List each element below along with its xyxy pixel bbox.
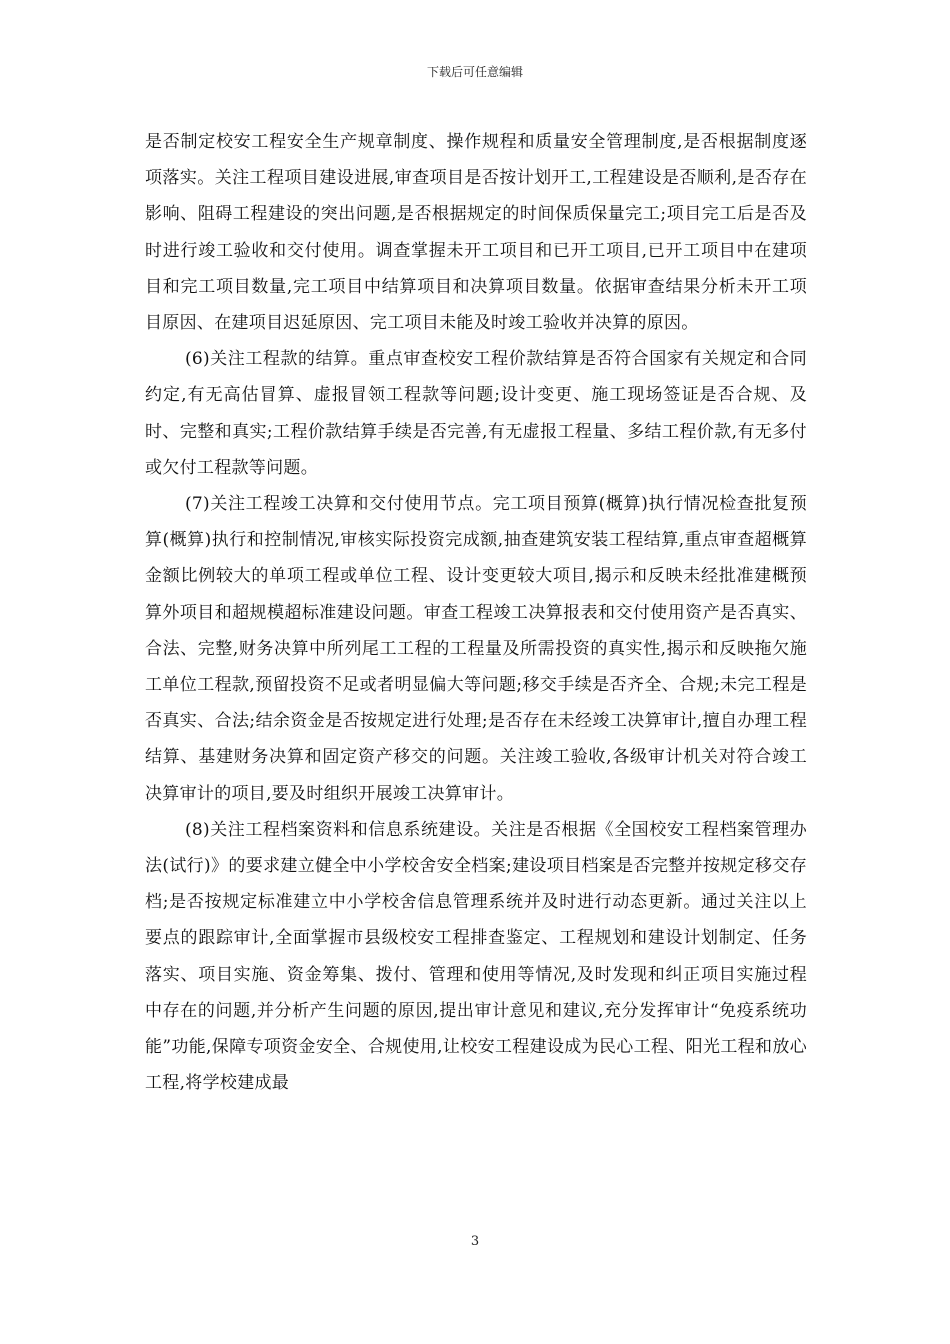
paragraph-item-8: (8)关注工程档案资料和信息系统建设。关注是否根据《全国校安工程档案管理办法(试行)》的要求建立健全中小学校舍安全档案;建设项目档案是否完整并按规定移交存档;是否按规定标准建立中小学校舍信息管理系统并及时进行动态更新。通过关注以上要点的跟踪审计,全面掌握市县级校安工程排查鉴定、工程规划和建设计划制定、任务落实、项目实施、资金筹集、拨付、管理和使用等情况,及时发现和纠正项目实施过程中存在的问题,并分析产生问题的原因,提出审计意见和建议,充分发挥审计“免疫系统功能”功能,保障专项资金安全、合规使用,让校安工程建设成为民心工程、阳光工程和放心工程,将学校建成最	[145, 819, 807, 1094]
page-number: 3	[470, 1234, 480, 1249]
paragraph-item-7: (7)关注工程竣工决算和交付使用节点。完工项目预算(概算)执行情况检查批复预算(概算)执行和控制情况,审核实际投资完成额,抽查建筑安装工程结算,重点审查超概算金额比例较大的单项工程或单位工程、设计变更较大项目,揭示和反映未经批准建概预算外项目和超规模超标准建设问题。审查工程竣工决算报表和交付使用资产是否真实、合法、完整,财务决算中所列尾工工程的工程量及所需投资的真实性,揭示和反映拖欠施工单位工程款,预留投资不足或者明显偏大等问题;移交手续是否齐全、合规;未完工程是否真实、合法;结余资金是否按规定进行处理;是否存在未经竣工决算审计,擅自办理工程结算、基建财务决算和固定资产移交的问题。关注竣工验收,各级审计机关对符合竣工决算审计的项目,要及时组织开展竣工决算审计。	[145, 494, 807, 804]
document-body	[145, 124, 807, 1101]
page-header: 下载后可任意编辑	[426, 65, 523, 79]
paragraph-continuation: 是否制定校安工程安全生产规章制度、操作规程和质量安全管理制度,是否根据制度逐项落实。关注工程项目建设进展,审查项目是否按计划开工,工程建设是否顺利,是否存在影响、阻碍工程建设的突出问题,是否根据规定的时间保质保量完工;项目完工后是否及时进行竣工验收和交付使用。调查掌握未开工项目和已开工项目,已开工项目中在建项目和完工项目数量,完工项目中结算项目和决算项目数量。依据审查结果分析未开工项目原因、在建项目迟延原因、完工项目未能及时竣工验收并决算的原因。	[145, 132, 807, 334]
paragraph-item-6: (6)关注工程款的结算。重点审查校安工程价款结算是否符合国家有关规定和合同约定,有无高估冒算、虚报冒领工程款等问题;设计变更、施工现场签证是否合规、及时、完整和真实;工程价款结算手续是否完善,有无虚报工程量、多结工程价款,有无多付或欠付工程款等问题。	[145, 349, 807, 478]
